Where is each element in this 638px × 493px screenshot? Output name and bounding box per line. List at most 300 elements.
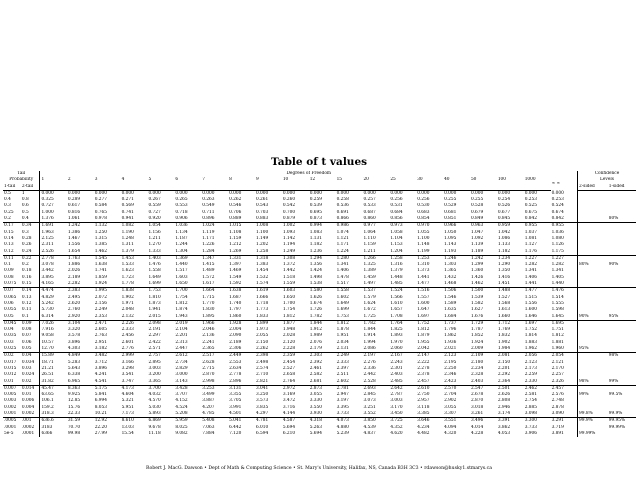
t-value-cell: 1.951 [336, 333, 349, 339]
t-value-cell: 1.695 [551, 320, 578, 327]
t-value-cell: 0.842 [524, 216, 538, 222]
t-value-cell: 1.341 [336, 262, 349, 268]
t-value-cell: 1.270 [148, 242, 161, 248]
t-value-cell: 1.190 [121, 229, 134, 235]
t-value-cell: 2.620 [67, 300, 81, 306]
t-value-cell: 1.700 [282, 300, 296, 306]
t-value-cell: 2.845 [363, 392, 376, 398]
t-value-cell: 1.852 [470, 333, 484, 339]
t-value-cell: 0.000 [524, 190, 538, 196]
t-value-cell: 1.266 [362, 255, 389, 262]
t-value-cell: 1.603 [282, 288, 309, 295]
t-value-cell: 2.693 [362, 385, 389, 392]
t-value-cell: 1.893 [390, 333, 403, 339]
t-value-cell: 3.391 [497, 418, 524, 425]
t-value-cell: 2.136 [202, 333, 215, 339]
t-value-cell: 0.718 [175, 209, 188, 215]
t-value-cell: 1.104 [390, 235, 403, 241]
t-value-cell: 2.234 [470, 365, 484, 371]
t-value-cell: 1.994 [363, 339, 376, 345]
one-tail-probability: 0.3 [4, 203, 11, 209]
t-value-cell: 0.000 [363, 190, 376, 196]
t-value-cell: 3.541 [121, 372, 134, 378]
t-value-cell: 8.025 [175, 424, 188, 430]
t-value-cell: 1.373 [417, 268, 430, 274]
table-row [3, 255, 636, 262]
t-value-cell: 1.650 [282, 294, 296, 300]
t-value-cell: 3.442 [40, 268, 67, 274]
t-value-cell: 1.912 [309, 327, 323, 333]
t-value-cell: 1.036 [551, 229, 564, 235]
t-value-cell: 2.760 [67, 307, 81, 313]
one-tail-probability: 0.12 [4, 248, 14, 254]
t-value-cell: 1.566 [390, 294, 403, 300]
t-value-cell: 3.307 [444, 410, 457, 416]
t-value-cell: 4.849 [67, 353, 94, 360]
one-sided-confidence: 99.95% [608, 418, 636, 425]
t-value-cell: 1.559 [282, 281, 296, 287]
two-sided-confidence [578, 190, 608, 197]
degrees-of-freedom-header: Degrees of Freedom [40, 171, 578, 177]
t-value-cell: 1.159 [229, 235, 242, 241]
t-value-cell: 2.778 [40, 255, 67, 262]
t-value-cell: 2.946 [497, 404, 511, 410]
t-value-cell: 1.514 [551, 294, 564, 300]
table-row [3, 190, 636, 197]
t-value-cell: 7.916 [40, 327, 67, 333]
t-value-cell: 2.249 [336, 353, 363, 360]
t-value-cell: 159.2 [40, 405, 67, 411]
t-value-cell: 1.441 [524, 281, 538, 287]
t-value-cell: 9.058 [40, 333, 67, 339]
t-value-cell: 2.485 [390, 378, 403, 384]
two-tail-probability: .001 [21, 418, 40, 425]
t-value-cell: 1.654 [67, 248, 81, 254]
df-header: 15 [336, 177, 343, 183]
t-value-cell: 1.193 [444, 248, 457, 254]
t-value-cell: 1.902 [121, 294, 134, 300]
t-value-cell: 1.024 [201, 223, 228, 230]
t-value-cell: 0.683 [417, 209, 430, 215]
t-value-cell: 1.948 [282, 327, 296, 333]
t-value-cell: 2.313 [175, 339, 188, 345]
t-value-cell: 1.602 [336, 294, 349, 300]
t-value-cell: 1.403 [147, 255, 174, 262]
one-sided-header: 1-sided [608, 184, 636, 191]
table-row [3, 223, 636, 230]
t-value-cell: 2.642 [389, 385, 416, 392]
df-header: 2 [67, 177, 71, 183]
one-sided-confidence [608, 281, 636, 288]
two-tail-probability: .0002 [21, 424, 35, 430]
one-tail-probability: 0.017 [4, 359, 17, 365]
t-value-cell: 1.966 [201, 320, 228, 327]
t-value-cell: 2.054 [551, 353, 578, 360]
t-value-cell: 1.546 [444, 294, 457, 300]
t-value-cell: 2.276 [363, 359, 376, 365]
t-value-cell: 1.236 [309, 248, 323, 254]
t-value-cell: 3.725 [389, 418, 416, 425]
t-value-cell: 2.330 [524, 378, 538, 384]
t-value-cell: 2.048 [121, 307, 134, 313]
t-value-cell: 0.262 [229, 197, 242, 203]
t-value-cell: 4.073 [336, 418, 363, 425]
t-value-cell: 3.320 [67, 327, 81, 333]
t-value-cell: 1.558 [148, 268, 161, 274]
t-value-cell: 0.265 [175, 197, 188, 203]
t-value-cell: 0.553 [175, 203, 188, 209]
t-value-cell: 4.014 [470, 424, 484, 430]
t-value-cell: 4.228 [470, 430, 484, 436]
t-value-cell: 0.896 [202, 216, 215, 222]
t-value-cell: 1.751 [551, 327, 564, 333]
t-value-cell: 1.943 [175, 313, 188, 319]
t-value-cell: 0.255 [470, 197, 484, 203]
t-value-cell: 4.541 [94, 378, 108, 384]
t-value-cell: 1.347 [201, 255, 228, 262]
one-sided-confidence: 80% [608, 216, 619, 222]
t-value-cell: 1.995 [94, 288, 121, 295]
t-value-cell: 2.870 [202, 372, 215, 378]
t-value-cell: 2.902 [444, 398, 457, 404]
t-value-cell: 1.015 [228, 223, 255, 230]
t-value-cell: 2.150 [255, 339, 269, 345]
t-value-cell: 1.095 [444, 235, 457, 241]
t-value-cell: 1.516 [416, 288, 443, 295]
t-value-cell: 9.082 [175, 430, 188, 436]
t-value-cell: 1.684 [444, 313, 457, 319]
t-value-cell: 0.000 [309, 190, 323, 196]
table-row [3, 314, 636, 321]
t-value-cell: 318.3 [40, 411, 67, 418]
t-value-cell: 1.453 [121, 255, 148, 262]
t-value-cell: 3.862 [497, 424, 511, 430]
t-value-cell: 1.042 [497, 229, 511, 235]
t-value-cell: 1.699 [148, 281, 161, 287]
t-value-cell: 12.70 [40, 346, 67, 353]
t-value-cell: 1.242 [470, 255, 497, 262]
t-value-cell: 2.257 [551, 372, 564, 378]
t-value-cell: 1.002 [282, 223, 309, 230]
t-value-cell: 45.47 [40, 385, 67, 392]
t-value-cell: 0.000 [497, 190, 511, 196]
t-value-cell: 2.353 [94, 313, 108, 319]
t-value-cell: 1.626 [309, 294, 323, 300]
t-value-cell: 4.053 [497, 430, 511, 436]
t-value-cell: 0.536 [336, 203, 349, 209]
two-tail-probability: 0.1 [21, 313, 29, 319]
t-value-cell: 3.003 [390, 398, 403, 404]
t-value-cell: 26.51 [40, 372, 67, 378]
t-value-cell: 3.385 [417, 410, 430, 416]
t-value-cell: 6.965 [67, 378, 81, 384]
t-value-cell: 1.064 [363, 229, 376, 235]
t-value-cell: 2.034 [336, 339, 349, 345]
t-value-cell: 3.104 [67, 320, 94, 327]
t-value-cell: 1.718 [255, 300, 269, 306]
t-value-cell: 1.664 [201, 288, 228, 295]
t-value-cell: 2.250 [444, 365, 457, 371]
t-value-cell: 2.125 [40, 236, 67, 242]
t-value-cell: 1.253 [416, 255, 443, 262]
t-value-cell: 2.026 [67, 268, 81, 274]
t-value-cell: 1.139 [470, 242, 484, 248]
t-value-cell: 1.973 [255, 327, 269, 333]
t-value-cell: 1.844 [363, 327, 376, 333]
t-value-cell: 8.610 [121, 418, 148, 425]
t-value-cell: 0.253 [551, 197, 564, 203]
t-value-cell: 12.85 [67, 398, 81, 404]
t-value-cell: 2.442 [363, 372, 376, 378]
t-value-cell: 2.306 [229, 346, 242, 352]
t-value-cell: 2.292 [497, 372, 511, 378]
t-value-cell: 636.6 [40, 418, 67, 425]
one-tail-probability: .0005 [3, 418, 21, 425]
t-value-cell: 1.459 [363, 274, 376, 280]
t-value-cell: 6.338 [67, 372, 81, 378]
t-value-cell: 2.403 [390, 372, 403, 378]
t-value-cell: 0.681 [444, 209, 457, 215]
t-value-cell: 1.676 [470, 313, 484, 319]
t-value-cell: 2.123 [443, 353, 470, 360]
t-value-cell: 1.110 [363, 235, 376, 241]
t-value-cell: 1.081 [524, 235, 538, 241]
t-value-cell: 2.628 [202, 359, 215, 365]
t-value-cell: 6.869 [147, 418, 174, 425]
t-value-cell: 5.263 [309, 424, 323, 430]
t-value-cell: 2.498 [255, 359, 269, 365]
t-value-cell: 1.284 [202, 248, 215, 254]
t-value-cell: 2.150 [497, 359, 511, 365]
t-value-cell: 1.310 [417, 262, 430, 268]
t-value-cell: 1.796 [444, 327, 457, 333]
t-value-cell: 0.524 [551, 203, 564, 209]
t-value-cell: 1.970 [390, 339, 403, 345]
t-value-cell: 1.539 [470, 294, 484, 300]
one-sided-confidence [608, 320, 636, 327]
t-value-cell: 1.290 [497, 262, 511, 268]
t-value-cell: 1.638 [94, 262, 108, 268]
t-value-cell: 3.055 [444, 404, 457, 410]
t-value-cell: 2.056 [524, 353, 551, 360]
one-sided-confidence [608, 288, 636, 295]
t-value-cell: 2.132 [121, 313, 134, 319]
df-header: 7 [202, 177, 205, 183]
t-value-cell: 0.955 [524, 223, 551, 230]
t-value-cell: 2.449 [228, 353, 255, 360]
t-value-cell: 1.478 [336, 274, 349, 280]
t-value-cell: 1.212 [229, 242, 242, 248]
t-value-cell: 1.782 [362, 320, 389, 327]
t-value-cell: 2.222 [417, 359, 430, 365]
t-value-cell: 4.352 [390, 424, 403, 430]
t-value-cell: 1.397 [229, 262, 242, 268]
t-value-cell: 1.194 [282, 242, 296, 248]
t-value-cell: 1.182 [497, 248, 511, 254]
t-value-cell: 1.506 [443, 288, 470, 295]
t-value-cell: 4.152 [175, 398, 188, 404]
t-value-cell: 2.311 [40, 242, 67, 248]
t-value-cell: 3.646 [416, 418, 443, 425]
t-value-cell: 1.752 [524, 327, 538, 333]
t-value-cell: 1.812 [551, 333, 564, 339]
two-tail-probability: 0.6 [21, 203, 29, 209]
one-tail-probability: 0.14 [4, 235, 14, 241]
one-tail-probability: 0.015 [4, 365, 17, 371]
t-value-cell: 0.531 [390, 203, 403, 209]
t-value-cell: 3.578 [67, 333, 81, 339]
one-tail-probability: 5e-5 [4, 430, 14, 436]
t-value-cell: 1.989 [309, 333, 323, 339]
t-value-cell: 11.18 [148, 430, 161, 436]
t-value-cell: 0.727 [40, 203, 67, 209]
t-value-cell: 2.951 [94, 339, 108, 345]
t-value-cell: 1.477 [417, 281, 430, 287]
t-value-cell: 0.569 [121, 203, 134, 209]
t-value-cell: 0.000 [470, 190, 484, 196]
t-value-cell: 5.041 [228, 418, 255, 425]
t-value-cell: 7.063 [202, 424, 215, 430]
t-value-cell: 0.963 [470, 223, 497, 230]
t-value-cell: 2.249 [94, 307, 108, 313]
t-value-cell: 0.978 [94, 216, 108, 222]
t-value-cell: 1.159 [363, 242, 376, 248]
t-value-cell: 1.517 [175, 268, 188, 274]
t-value-cell: 0.546 [229, 203, 242, 209]
t-value-cell: 6.314 [40, 314, 67, 321]
t-value-cell: 0.711 [202, 209, 215, 215]
t-value-cell: 0.675 [524, 209, 538, 215]
t-value-cell: 1.211 [363, 248, 376, 254]
one-tail-probability: 0.035 [4, 333, 17, 339]
t-value-cell: 2.571 [148, 346, 161, 352]
t-value-cell: 2.885 [524, 404, 538, 410]
t-value-cell: 1.426 [470, 274, 484, 280]
one-tail-probability: 0.2 [4, 216, 11, 222]
t-value-cell: 1.304 [175, 248, 188, 254]
t-value-cell: 1.234 [497, 255, 524, 262]
t-value-cell: 4.303 [67, 346, 81, 352]
t-value-cell: 6.442 [229, 424, 242, 430]
t-value-cell: 1.441 [417, 274, 430, 280]
t-value-cell: 4.144 [282, 410, 296, 416]
t-value-cell: 1.050 [444, 229, 457, 235]
df-header: 6 [175, 177, 179, 183]
t-value-cell: 5.730 [40, 307, 67, 313]
t-value-cell: 1.556 [67, 242, 81, 248]
t-value-cell: 0.000 [40, 190, 67, 197]
t-value-cell: 1.083 [309, 229, 323, 235]
t-value-cell: 2.098 [147, 320, 174, 327]
t-value-cell: 1.936 [444, 339, 457, 345]
t-value-cell: 0.533 [363, 203, 376, 209]
t-value-cell: 0.539 [309, 203, 323, 209]
t-value-cell: 0.529 [444, 203, 457, 209]
t-value-cell: 3.895 [40, 275, 67, 281]
t-value-cell: 1.729 [470, 320, 497, 327]
t-value-cell: 1.797 [229, 307, 242, 313]
t-value-cell: 1.646 [524, 313, 538, 319]
t-value-cell: 2.195 [444, 359, 457, 365]
table-row [3, 411, 636, 418]
t-value-cell: 2.678 [470, 392, 484, 398]
t-value-cell: 1.360 [470, 268, 484, 274]
one-tail-probability: 0.03 [4, 339, 14, 345]
two-tail-probability: 0.13 [21, 294, 32, 300]
t-value-cell: 0.727 [148, 209, 161, 215]
t-value-cell: 1.883 [524, 339, 538, 345]
t-value-cell: 2.870 [470, 398, 484, 404]
t-value-cell: 1.610 [390, 300, 403, 306]
t-value-cell: 5.175 [94, 385, 121, 392]
t-value-cell: 1.753 [147, 288, 174, 295]
t-value-cell: 1.600 [417, 300, 430, 306]
t-value-cell: 0.000 [148, 190, 161, 196]
t-value-cell: 1.723 [121, 274, 134, 280]
t-value-cell: 1.568 [497, 300, 511, 306]
t-value-cell: 1.874 [175, 307, 188, 313]
t-value-cell: 0.528 [470, 203, 484, 209]
two-tail-probability: 0.02 [21, 378, 32, 384]
t-values-table [3, 171, 636, 437]
table-row [3, 320, 636, 327]
t-value-cell: 2.046 [202, 327, 215, 333]
df-header: 4 [121, 177, 125, 183]
t-value-cell: 4.320 [444, 430, 457, 436]
t-value-cell: 2.403 [470, 378, 484, 384]
two-tail-header: 2-tail [21, 184, 40, 191]
t-value-cell: 0.856 [390, 216, 403, 222]
t-value-cell: 1.189 [470, 248, 484, 254]
t-value-cell: 2.998 [202, 378, 215, 384]
t-value-cell: 7.173 [121, 410, 134, 416]
t-value-cell: 7.120 [229, 430, 242, 436]
t-value-cell: 1.202 [255, 242, 269, 248]
t-value-cell: 4.501 [229, 410, 242, 416]
t-value-cell: 3.705 [229, 398, 242, 404]
t-value-cell: 4.604 [121, 392, 134, 398]
t-value-cell: 1.763 [67, 255, 94, 262]
t-value-cell: 3.018 [470, 404, 484, 410]
t-value-cell: 0.325 [40, 197, 67, 203]
t-value-cell: 4.829 [40, 295, 67, 301]
t-value-cell: 1.691 [40, 223, 67, 230]
two-tail-probability: 0.03 [21, 365, 32, 371]
t-value-cell: 5.242 [40, 301, 67, 307]
t-value-cell: 1.787 [470, 327, 484, 333]
t-value-cell: 1.477 [524, 288, 551, 295]
df-header: 8 [229, 177, 232, 183]
t-value-cell: 6.010 [255, 424, 269, 430]
t-value-cell: 7.026 [40, 320, 67, 327]
t-value-cell: 3.098 [524, 410, 538, 416]
t-value-cell: 2.346 [444, 372, 457, 378]
t-value-cell: 1.810 [148, 294, 161, 300]
t-value-cell: 5.030 [148, 404, 161, 410]
t-value-cell: 2.511 [336, 372, 349, 378]
t-value-cell: 3.482 [94, 353, 121, 360]
t-value-cell: 3.906 [524, 430, 538, 436]
t-value-cell: 2.612 [174, 353, 201, 360]
t-value-cell: 1.469 [229, 268, 242, 274]
t-value-cell: 1.489 [202, 268, 215, 274]
t-value-cell: 27.99 [94, 430, 108, 436]
t-value-cell: 1.515 [524, 294, 538, 300]
t-value-cell: 2.081 [497, 353, 524, 360]
t-value-cell: 0.687 [363, 209, 376, 215]
table-row [3, 418, 636, 425]
t-value-cell: 2.104 [175, 327, 188, 333]
